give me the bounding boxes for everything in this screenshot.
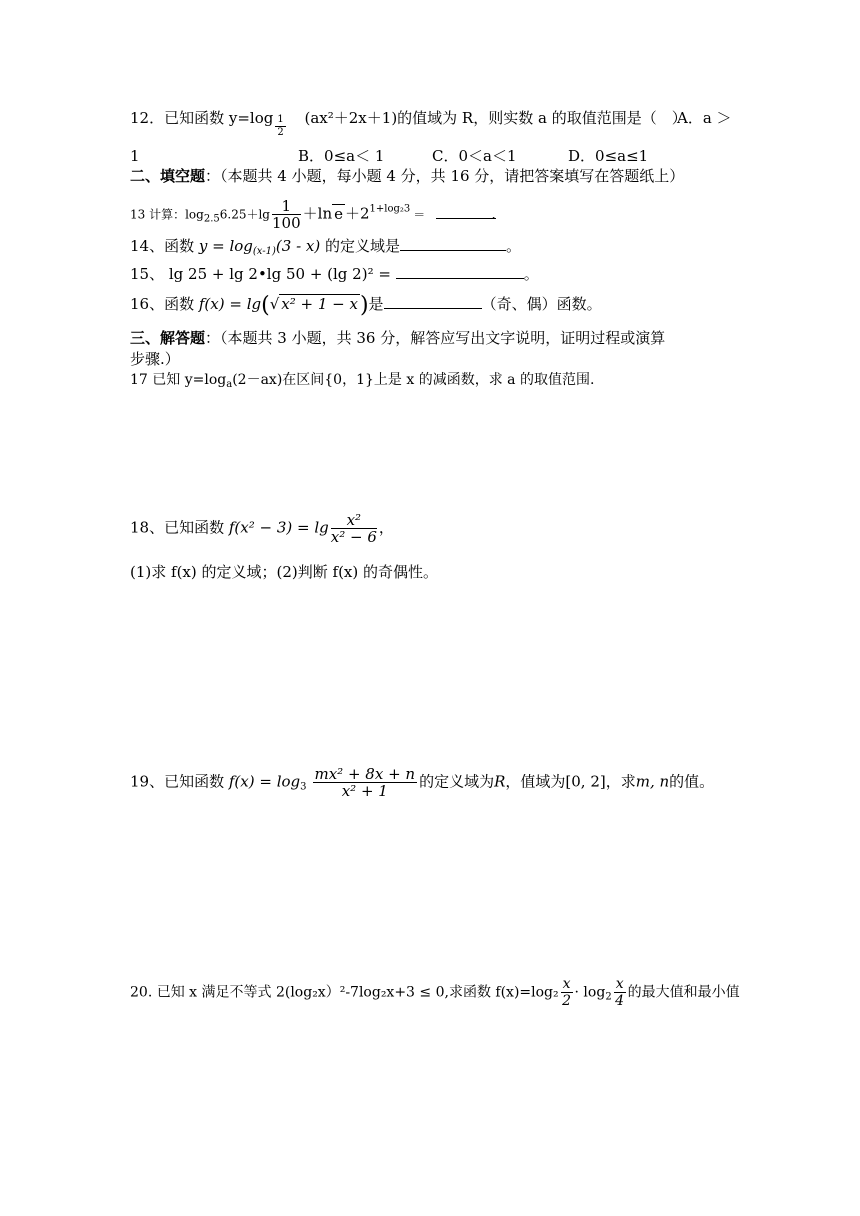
- question-12-line2: [130, 146, 730, 166]
- q12-option-c: C．0＜a＜1: [432, 147, 517, 165]
- q15-prefix: 15、: [130, 265, 165, 283]
- q13-frac-den: 100: [272, 214, 301, 232]
- q14-expr: y = log: [198, 237, 253, 255]
- q13-fraction: [272, 198, 301, 231]
- question-19: [130, 766, 714, 806]
- section-3-heading: [130, 328, 665, 348]
- q20-num2: x: [615, 976, 624, 992]
- q16-tail: （奇、偶）函数。: [481, 295, 602, 313]
- question-18-parts: [130, 562, 438, 582]
- q15-end: 。: [523, 265, 539, 283]
- q19-end: 的值。: [669, 772, 715, 791]
- q18-line2: (1)求 f(x) 的定义域；(2)判断 f(x) 的奇偶性。: [130, 563, 438, 581]
- q13-log: log: [185, 207, 204, 222]
- section-2-heading: [130, 166, 684, 186]
- q16-inner: x² + 1 − x: [281, 295, 358, 313]
- q13-expr3: ＋ln: [302, 204, 333, 223]
- q12-option-b: B．0≤a＜ 1: [298, 147, 385, 165]
- q13-log-base: 2.5: [203, 213, 220, 225]
- q13-blank-end: .: [491, 204, 497, 223]
- q12-option-a: A．a ＞: [677, 109, 732, 127]
- q19-suffix2: ，值域为: [505, 772, 566, 791]
- q16-suffix: 是: [368, 295, 384, 313]
- q19-vars: m, n: [635, 772, 670, 791]
- q19-fraction: [313, 766, 418, 799]
- q20-fraction-2: [614, 976, 626, 1009]
- q14-end: 。: [506, 237, 522, 255]
- q19-den: x² + 1: [341, 782, 388, 800]
- question-12-line1: [130, 108, 730, 139]
- q20-end: 的最大值和最小值: [627, 984, 740, 1001]
- q15-expr: lg 25 + lg 2•lg 50 + (lg 2)² =: [168, 265, 391, 283]
- q12-prefix: 12．已知函数 y=log: [130, 109, 274, 127]
- q14-expr2: (3 - x): [275, 237, 321, 255]
- q20-prefix: 20. 已知 x 满足不等式 2(log₂x）²-7log₂x+3 ≤ 0,求函数 f(x)=log₂: [130, 984, 559, 1001]
- q19-expr: f(x) = log: [228, 772, 301, 791]
- q18-fraction: [331, 512, 377, 545]
- section-3-heading-cont: [130, 349, 180, 369]
- q12-log-base-fraction: [275, 114, 285, 139]
- q12-body: (ax²＋2x＋1)的值域为 R，则实数 a 的取值范围是（ ）: [304, 109, 687, 127]
- q16-answer-blank[interactable]: [384, 294, 482, 309]
- q20-fraction-1: [561, 976, 573, 1009]
- q13-expr4: ＋2: [345, 204, 370, 223]
- q20-sub2: 2: [605, 991, 612, 1003]
- question-20: [130, 976, 740, 1016]
- q14-log-base: (x-1): [252, 246, 276, 257]
- question-13: [130, 198, 496, 234]
- question-18: [130, 512, 394, 552]
- q18-prefix: 18、已知函数: [130, 518, 225, 537]
- q13-sqrt: e: [334, 204, 343, 223]
- section-3-title: 三、解答题: [130, 329, 206, 347]
- q13-frac-num: 1: [272, 198, 301, 215]
- q16-prefix: 16、函数: [130, 295, 195, 313]
- q18-expr: f(x² − 3) = lg: [228, 518, 329, 537]
- q13-answer-blank[interactable]: [436, 204, 497, 223]
- q13-exponent: 1+log₂3: [369, 203, 411, 215]
- q12-base-num: 1: [277, 114, 284, 125]
- q14-answer-blank[interactable]: [400, 236, 506, 251]
- question-16: 16、函数 f(x) = lg(√ x² + 1 − x)是 （奇、偶）函数。: [130, 293, 602, 318]
- q19-prefix: 19、已知函数: [130, 772, 225, 791]
- q20-den2: 4: [615, 993, 625, 1009]
- q15-answer-blank[interactable]: [396, 264, 524, 279]
- q16-rparen: ): [359, 293, 369, 318]
- q12-base-den: 2: [277, 127, 284, 138]
- question-17: [130, 370, 594, 395]
- q17-sub: a: [226, 379, 233, 390]
- q20-mid: · log: [574, 984, 606, 1001]
- q19-range: [0, 2]: [565, 772, 606, 791]
- q13-eq: ＝: [413, 207, 426, 222]
- section-3-desc2: 步骤.）: [130, 350, 180, 368]
- q18-end: ，: [378, 518, 394, 537]
- q20-den1: 2: [562, 993, 572, 1009]
- q13-expr2: 6.25＋lg: [219, 207, 270, 222]
- q18-num: x²: [331, 512, 377, 529]
- q14-suffix: 的定义域是: [325, 237, 401, 255]
- section-2-desc: ：（本题共 4 小题，每小题 4 分，共 16 分，请把答案填写在答题纸上）: [205, 167, 685, 185]
- q20-num1: x: [562, 976, 571, 992]
- q17-text: 17 已知 y=log: [130, 372, 227, 388]
- q19-log-base: 3: [300, 781, 307, 793]
- q19-suffix: 的定义域为: [419, 772, 495, 791]
- q19-num: mx² + 8x + n: [314, 765, 416, 783]
- q17-text2: (2－ax)在区间{0，1}上是 x 的减函数，求 a 的取值范围.: [232, 372, 595, 388]
- question-15: [130, 264, 539, 284]
- q13-prefix: 13 计算：: [130, 207, 186, 222]
- section-2-title: 二、填空题: [130, 167, 206, 185]
- q16-lparen: (: [261, 293, 270, 318]
- q14-prefix: 14、函数: [130, 237, 195, 255]
- question-14: [130, 236, 521, 262]
- q12-option-d: D．0≤a≤1: [568, 147, 649, 165]
- q16-expr: f(x) = lg: [198, 295, 262, 313]
- q19-suffix3: ，求: [605, 772, 636, 791]
- q19-R: R: [494, 772, 506, 791]
- q12-option-a-cont: 1: [130, 147, 140, 165]
- section-3-desc: ：（本题共 3 小题，共 36 分，解答应写出文字说明，证明过程或演算: [205, 329, 666, 347]
- q18-den: x² − 6: [330, 528, 377, 546]
